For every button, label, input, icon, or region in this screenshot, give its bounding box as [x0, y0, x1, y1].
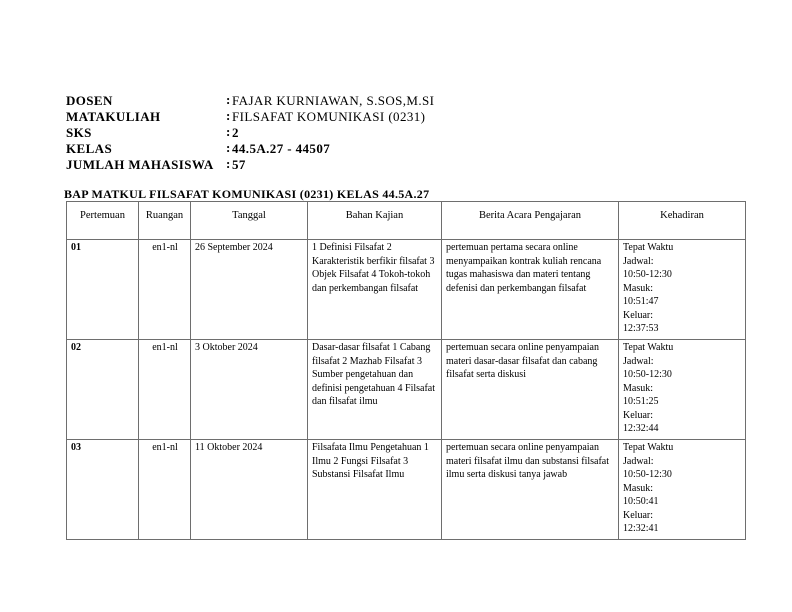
info-colon: :	[226, 156, 231, 171]
cell-berita-acara: pertemuan secara online penyampaian materi filsafat ilmu dan substansi filsafat ilmu serta diskusi tanya jawab	[442, 440, 619, 540]
kehadiran-keluar-value: 12:32:44	[623, 423, 659, 434]
info-label: SKS	[66, 124, 92, 140]
kehadiran-jadwal-label: Jadwal:	[623, 255, 654, 267]
table-row	[67, 240, 746, 340]
cell-ruangan: en1-nl	[139, 240, 191, 340]
info-value: FILSAFAT KOMUNIKASI (0231)	[232, 108, 426, 124]
cell-pertemuan: 02	[67, 340, 139, 440]
kehadiran-status: Tepat Waktu	[623, 342, 674, 353]
kehadiran-keluar-label: Keluar:	[623, 409, 653, 421]
kehadiran-keluar-value: 12:37:53	[623, 323, 659, 334]
cell-berita-acara: pertemuan secara online penyampaian materi dasar-dasar filsafat dan cabang filsafat serta diskusi	[442, 340, 619, 440]
kehadiran-jadwal-value: 10:50-12:30	[623, 269, 672, 280]
cell-pertemuan: 01	[67, 240, 139, 340]
kehadiran-keluar-value: 12:32:41	[623, 523, 659, 534]
info-label: MATAKULIAH	[66, 108, 161, 124]
kehadiran-jadwal-label: Jadwal:	[623, 355, 654, 367]
info-row-kelas	[66, 140, 434, 156]
course-info	[66, 92, 434, 172]
info-label: JUMLAH MAHASISWA	[66, 156, 214, 172]
cell-bahan-kajian: Dasar-dasar filsafat 1 Cabang filsafat 2 Mazhab Filsafat 3 Sumber pengetahuan dan definisi pengetahuan 4 Filsafat dan filsafat ilmu	[308, 340, 442, 440]
cell-pertemuan: 03	[67, 440, 139, 540]
table-header-row	[67, 202, 746, 240]
info-label: KELAS	[66, 140, 113, 156]
kehadiran-masuk-value: 10:51:47	[623, 296, 659, 307]
info-label: DOSEN	[66, 92, 113, 108]
cell-berita-acara: pertemuan pertama secara online menyampaikan kontrak kuliah rencana tugas mahasiswa dan materi tentang defenisi dan perkembangan filsafat	[442, 240, 619, 340]
kehadiran-jadwal-value: 10:50-12:30	[623, 369, 672, 380]
cell-bahan-kajian: 1 Definisi Filsafat 2 Karakteristik berfikir filsafat 3 Objek Filsafat 4 Tokoh-tokoh dan perkembangan filsafat	[308, 240, 442, 340]
cell-tanggal: 26 September 2024	[191, 240, 308, 340]
cell-bahan-kajian: Filsafata Ilmu Pengetahuan 1 Ilmu 2 Fungsi Filsafat 3 Substansi Filsafat Ilmu	[308, 440, 442, 540]
info-row-jumlah-mahasiswa	[66, 156, 434, 172]
header-pertemuan: Pertemuan	[67, 202, 139, 240]
bap-title: BAP MATKUL FILSAFAT KOMUNIKASI (0231) KELAS 44.5A.27	[64, 187, 430, 201]
header-tanggal: Tanggal	[191, 202, 308, 240]
info-row-dosen	[66, 92, 434, 108]
kehadiran-masuk-value: 10:50:41	[623, 496, 659, 507]
table-row	[67, 340, 746, 440]
bap-table	[66, 201, 746, 540]
info-value: 57	[232, 156, 246, 172]
kehadiran-keluar-label: Keluar:	[623, 509, 653, 521]
cell-tanggal: 3 Oktober 2024	[191, 340, 308, 440]
kehadiran-status: Tepat Waktu	[623, 242, 674, 253]
header-ruangan: Ruangan	[139, 202, 191, 240]
info-value: 44.5A.27 - 44507	[232, 140, 331, 156]
cell-ruangan: en1-nl	[139, 440, 191, 540]
table-row	[67, 440, 746, 540]
cell-kehadiran	[619, 240, 746, 340]
info-colon: :	[226, 140, 231, 155]
kehadiran-jadwal-value: 10:50-12:30	[623, 469, 672, 480]
info-colon: :	[226, 108, 231, 123]
kehadiran-jadwal-label: Jadwal:	[623, 455, 654, 467]
header-bahan-kajian: Bahan Kajian	[308, 202, 442, 240]
kehadiran-masuk-label: Masuk:	[623, 482, 653, 494]
cell-ruangan: en1-nl	[139, 340, 191, 440]
info-colon: :	[226, 92, 231, 107]
kehadiran-masuk-label: Masuk:	[623, 382, 653, 394]
kehadiran-masuk-label: Masuk:	[623, 282, 653, 294]
info-colon: :	[226, 124, 231, 139]
header-berita-acara: Berita Acara Pengajaran	[442, 202, 619, 240]
cell-kehadiran	[619, 440, 746, 540]
info-value: FAJAR KURNIAWAN, S.SOS,M.SI	[232, 92, 435, 108]
kehadiran-masuk-value: 10:51:25	[623, 396, 659, 407]
cell-kehadiran	[619, 340, 746, 440]
info-value: 2	[232, 124, 239, 140]
kehadiran-keluar-label: Keluar:	[623, 309, 653, 321]
info-row-sks	[66, 124, 434, 140]
cell-tanggal: 11 Oktober 2024	[191, 440, 308, 540]
kehadiran-status: Tepat Waktu	[623, 442, 674, 453]
info-row-matakuliah	[66, 108, 434, 124]
header-kehadiran: Kehadiran	[619, 202, 746, 240]
